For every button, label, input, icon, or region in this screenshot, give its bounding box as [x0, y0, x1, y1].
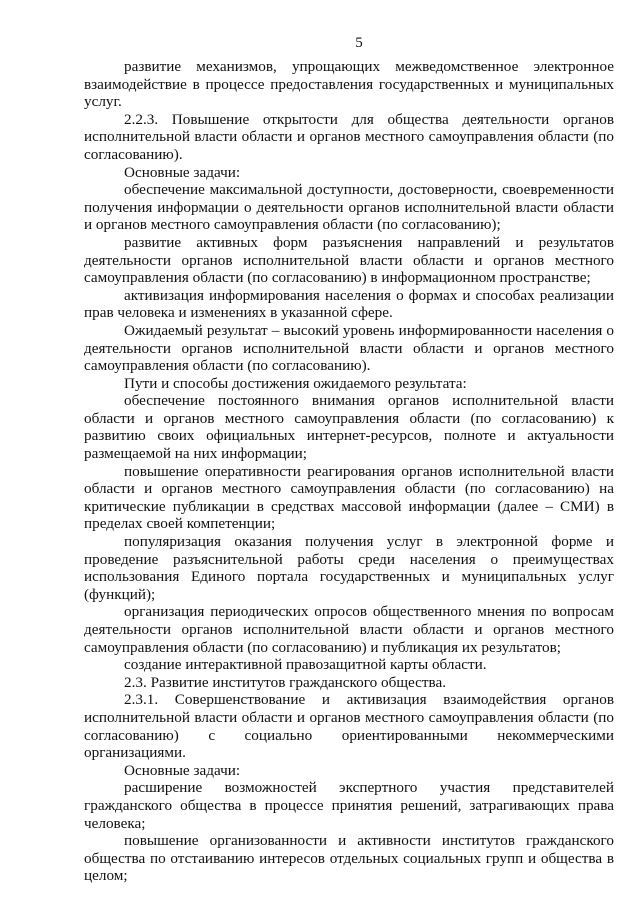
paragraph-rights-map: создание интерактивной правозащитной карты области.: [124, 656, 487, 674]
section-heading-2-2-3: 2.2.3. Повышение открытости для общества деятельности органов исполнительной власти области и органов местного самоуправления области (по согласованию).: [84, 110, 614, 163]
paragraph-civil-society: повышение организованности и активности институтов гражданского общества по отстаиванию интересов отдельных социальных групп и общества в целом;: [84, 832, 614, 885]
paragraph-opinion-polls: организация периодических опросов общественного мнения по вопросам деятельности органов исполнительной власти области и органов местного самоуправления области (по согласованию) и публикация их результатов;: [84, 603, 614, 656]
paragraph-internet-resources: обеспечение постоянного внимания органов исполнительной власти области и органов местного самоуправления области (по согласованию) к развитию своих официальных интернет-ресурсов, полноте и актуальности размещаемой на них информации;: [84, 392, 614, 463]
section-heading-2-3-1: 2.3.1. Совершенствование и активизация взаимодействия органов исполнительной власти области и органов местного самоуправления области (по согласованию) с социально ориентированными некоммерческими организациями.: [84, 691, 614, 762]
paragraph-e-services: популяризация оказания получения услуг в электронной форме и проведение разъяснительной работы среди населения о преимуществах использования Единого портала государственных и муниципальных услуг (функций);: [84, 533, 614, 603]
paragraph-media-response: повышение оперативности реагирования органов исполнительной власти области и органов местного самоуправления области (по согласованию) на критические публикации в средствах массовой информации (далее – СМИ) в пределах своей компетенции;: [84, 462, 614, 533]
section-heading-2-3: 2.3. Развитие институтов гражданского общества.: [124, 673, 447, 691]
paragraph-informing: активизация информирования населения о формах и способах реализации прав человека и изменениях в указанной сфере.: [84, 286, 614, 322]
paragraph-expert-participation: расширение возможностей экспертного участия представителей гражданского общества в процессе принятия решений, затрагивающих права человека;: [84, 779, 614, 832]
ways-label: Пути и способы достижения ожидаемого результата:: [124, 374, 467, 392]
paragraph-accessibility: обеспечение максимальной доступности, достоверности, своевременности получения информации о деятельности органов исполнительной власти области и органов местного самоуправления области (по согласованию);: [84, 181, 614, 234]
paragraph-active-forms: развитие активных форм разъяснения направлений и результатов деятельности органов исполнительной власти области и органов местного самоуправления области (по согласованию) в информационном пространстве;: [84, 233, 614, 287]
paragraph-expected-result: Ожидаемый результат – высокий уровень информированности населения о деятельности органов исполнительной власти области и органов местного самоуправления области (по согласованию).: [84, 321, 614, 375]
page-number: 5: [355, 35, 363, 51]
main-tasks-label: Основные задачи:: [124, 163, 241, 181]
main-tasks-label-2: Основные задачи:: [124, 761, 241, 779]
paragraph-mechanisms: развитие механизмов, упрощающих межведомственное электронное взаимодействие в процессе предоставления государственных и муниципальных услуг.: [84, 58, 614, 111]
